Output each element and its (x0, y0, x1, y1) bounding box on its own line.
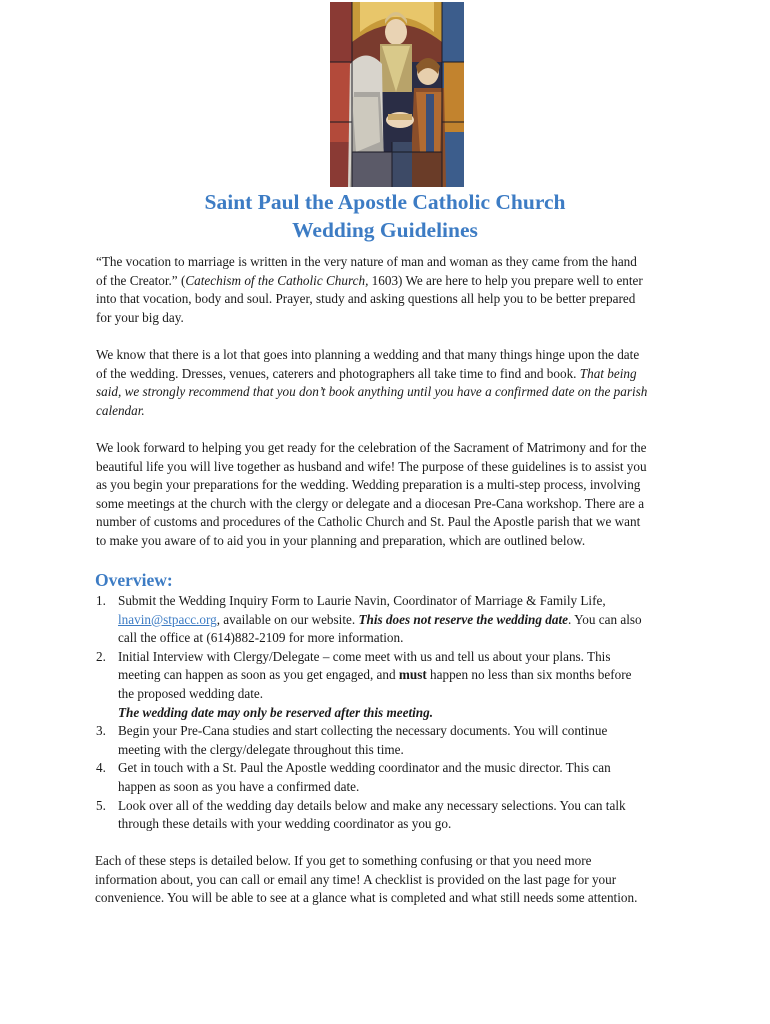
list-number: 5. (96, 797, 106, 813)
text-line: Look over all of the wedding day details below and make any necessary selections. You can talk (118, 797, 626, 813)
list-item-body (118, 759, 686, 796)
text-line: Submit the Wedding Inquiry Form to Laurie Navin, Coordinator of Marriage & Family Life, (118, 593, 606, 608)
text-span: meeting can happen as soon as you get engaged, and (118, 667, 399, 683)
text-span: , available on our website. (216, 611, 359, 627)
emphasis-text: This does not reserve the wedding date (358, 611, 568, 627)
catechism-citation: Catechism of the Catholic Church, (185, 272, 369, 288)
list-number: 2. (96, 648, 106, 664)
stained-glass-image (330, 2, 464, 187)
text-line: information about, you can call or email any time! A checklist is provided on the last page for your (95, 871, 617, 887)
text-span: of the Creator.” ( (96, 272, 186, 288)
text-line: some meetings at the church with the clergy or delegate and a diocesan Pre-Cana workshop. There are a (96, 495, 645, 511)
italic-recommendation: said, we strongly recommend that you don’t book anything until you have a confirmed date on the parish (96, 384, 648, 400)
email-link[interactable]: lnavin@stpacc.org (118, 611, 217, 627)
text-line: into that vocation, body and soul. Prayer, study and asking questions all help you to be better prepared (96, 291, 636, 307)
text-line: through these details with your wedding coordinator as you go. (118, 816, 452, 832)
text-line: number of customs and procedures of the Catholic Church and St. Paul the Apostle parish that we want (96, 514, 641, 530)
list-item-body (118, 648, 686, 722)
overview-heading: Overview: (95, 570, 173, 590)
text-line: convenience. You will be able to see at a glance what is completed and what still needs some attention. (95, 890, 638, 906)
emphasis-text: The wedding date may only be reserved after this meeting. (118, 704, 433, 720)
text-line: “The vocation to marriage is written in the very nature of man and woman as they came from the hand (96, 254, 637, 269)
intro-paragraph-3 (96, 439, 686, 551)
list-item (96, 722, 686, 759)
text-line: as you begin your preparations for the wedding. Wedding preparation is a multi-step process, involving (96, 477, 641, 493)
intro-paragraph-2 (96, 346, 686, 420)
overview-steps-list (96, 592, 686, 834)
text-line: to make you aware of to aid you in your planning and preparation, which are outlined below. (96, 532, 586, 548)
text-line: meeting with the clergy/delegate throughout this time. (118, 741, 404, 757)
list-item-body (118, 592, 686, 648)
text-line: happen as soon as you have a confirmed date. (118, 778, 360, 794)
text-span: of the wedding. Dresses, venues, caterers and photographers all take time to find and book. (96, 365, 580, 381)
text-line: for your big day. (96, 309, 184, 325)
list-item (96, 759, 686, 796)
intro-paragraph-1 (96, 253, 686, 327)
text-span: 1603) We are here to help you prepare well to enter (368, 272, 643, 288)
list-item-body (118, 722, 686, 759)
text-span: . You can also (567, 611, 642, 627)
list-item (96, 648, 686, 722)
list-item (96, 797, 686, 834)
text-line: Each of these steps is detailed below. If you get to something confusing or that you need more (95, 853, 592, 868)
list-number: 3. (96, 723, 106, 739)
text-line (96, 365, 686, 384)
list-number: 1. (96, 593, 106, 608)
italic-recommendation: That being (579, 365, 637, 381)
closing-paragraph (95, 852, 685, 908)
text-line: Get in touch with a St. Paul the Apostle wedding coordinator and the music director. This can (118, 760, 611, 776)
emphasis-text: must (398, 667, 427, 683)
text-line: Begin your Pre-Cana studies and start collecting the necessary documents. You will continue (118, 723, 608, 739)
text-line (96, 402, 686, 421)
text-line: Initial Interview with Clergy/Delegate – come meet with us and tell us about your plans. This (118, 648, 611, 664)
text-line: beautiful life you will live together as husband and wife! The purpose of these guidelines is to assist you (96, 458, 647, 474)
title-line-guidelines: Wedding Guidelines (292, 218, 478, 242)
text-line (118, 611, 686, 630)
list-item-body (118, 797, 686, 834)
text-line: We look forward to helping you get ready for the celebration of the Sacrament of Matrimony and for the (96, 440, 647, 455)
list-item (96, 592, 686, 648)
list-number: 4. (96, 760, 106, 776)
text-line: call the office at (614)882-2109 for more information. (118, 630, 404, 646)
italic-recommendation: calendar. (96, 402, 145, 418)
title-line-church: Saint Paul the Apostle Catholic Church (204, 190, 566, 214)
text-line: the proposed wedding date. (118, 685, 264, 701)
text-line (96, 272, 686, 291)
text-line: We know that there is a lot that goes into planning a wedding and that many things hinge upon the date (96, 347, 640, 362)
text-line (96, 383, 686, 402)
text-line (118, 666, 686, 685)
text-span: happen no less than six months before (426, 667, 632, 683)
page-title (0, 188, 770, 244)
